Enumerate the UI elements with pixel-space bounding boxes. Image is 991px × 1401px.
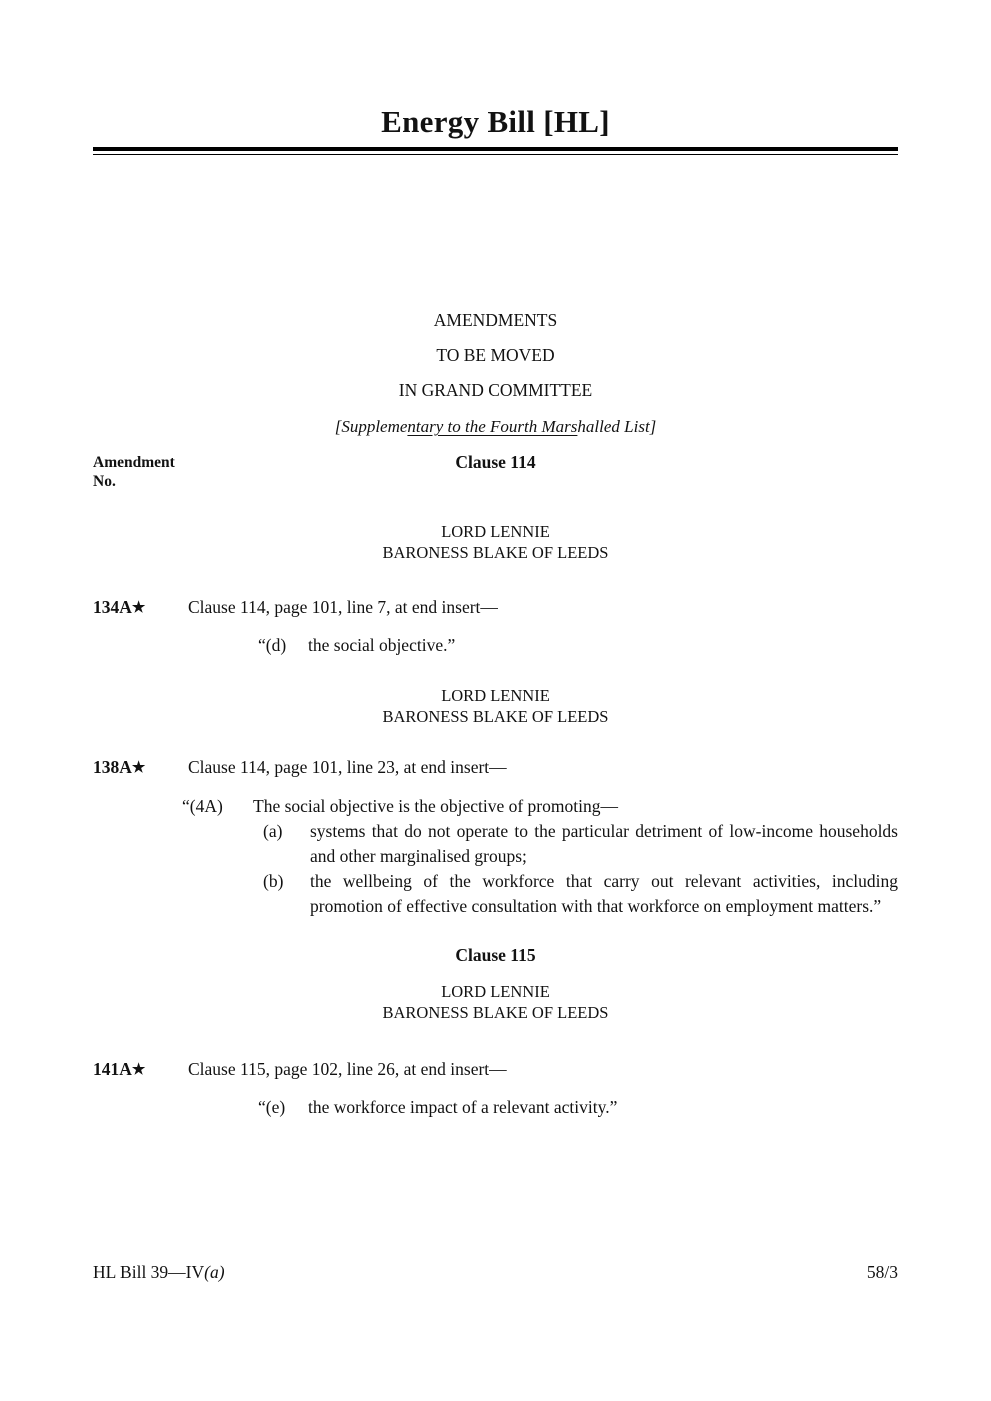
supplementary-suffix: halled List] bbox=[577, 417, 657, 436]
sponsors-clause-115 bbox=[93, 982, 898, 1023]
sponsors-clause-114-b bbox=[93, 686, 898, 727]
supplementary-prefix: [Suppleme bbox=[334, 417, 408, 436]
intro-in-grand-committee: IN GRAND COMMITTEE bbox=[398, 380, 593, 400]
inserted-paragraph-label: “(e) bbox=[258, 1097, 286, 1117]
new-amendment-star-icon: ★ bbox=[131, 760, 146, 776]
inserted-paragraph-text: the social objective.” bbox=[308, 635, 456, 655]
inserted-paragraph-label: (b) bbox=[263, 871, 284, 891]
amendment-number bbox=[93, 755, 188, 919]
clause-114-heading: Clause 114 bbox=[455, 452, 536, 472]
sponsors-clause-114-a bbox=[93, 522, 898, 563]
sponsor-name: BARONESS BLAKE OF LEEDS bbox=[382, 1002, 609, 1022]
sponsor-name: LORD LENNIE bbox=[441, 522, 550, 541]
clause-114-header-row bbox=[93, 452, 898, 492]
sponsor-name: BARONESS BLAKE OF LEEDS bbox=[382, 706, 609, 726]
intro-to-be-moved: TO BE MOVED bbox=[436, 345, 555, 365]
bill-reference-suffix: (a) bbox=[204, 1262, 225, 1282]
sponsor-name: BARONESS BLAKE OF LEEDS bbox=[382, 542, 609, 562]
title-rule bbox=[93, 147, 898, 155]
amendment-number-text: 138A bbox=[93, 757, 132, 777]
amendment-body bbox=[188, 1057, 898, 1120]
amendment-number-text: 134A bbox=[93, 597, 132, 617]
inserted-paragraph-a bbox=[188, 819, 898, 869]
inserted-paragraph-label: (a) bbox=[263, 821, 283, 841]
intro-amendments: AMENDMENTS bbox=[433, 310, 558, 330]
new-amendment-star-icon: ★ bbox=[131, 1062, 146, 1078]
sponsor-name: LORD LENNIE bbox=[441, 982, 550, 1001]
amendment-number bbox=[93, 1057, 188, 1120]
inserted-paragraph-b bbox=[188, 869, 898, 919]
supplementary-underlined-link[interactable]: ntary to the Fourth Mars bbox=[407, 417, 578, 436]
amendment-number-text: 141A bbox=[93, 1059, 132, 1079]
amendment-instruction: Clause 115, page 102, line 26, at end insert— bbox=[188, 1059, 507, 1079]
bill-reference bbox=[93, 1262, 225, 1283]
amendment-141A bbox=[93, 1057, 898, 1120]
amendment-134A bbox=[93, 595, 898, 658]
amendment-instruction: Clause 114, page 101, line 23, at end insert— bbox=[188, 757, 507, 777]
bill-reference-text: HL Bill 39—IV bbox=[93, 1262, 205, 1282]
amendment-body bbox=[182, 755, 898, 919]
inserted-subsection-label: “(4A) bbox=[182, 796, 223, 816]
amendment-instruction: Clause 114, page 101, line 7, at end insert— bbox=[188, 597, 498, 617]
amendment-number bbox=[93, 595, 188, 658]
inserted-paragraph-text: the wellbeing of the workforce that carry out relevant activities, including promotion of effective consultation with that workforce on employment matters.” bbox=[310, 871, 898, 916]
inserted-paragraph-text: the workforce impact of a relevant activity.” bbox=[308, 1097, 618, 1117]
intro-block bbox=[93, 303, 898, 437]
page-number: 58/3 bbox=[866, 1262, 898, 1282]
inserted-text-line bbox=[188, 633, 898, 658]
sponsor-name: LORD LENNIE bbox=[441, 686, 550, 705]
inserted-subsection-text: The social objective is the objective of promoting— bbox=[253, 796, 618, 816]
title-block bbox=[93, 104, 898, 155]
page-footer bbox=[93, 1262, 898, 1283]
new-amendment-star-icon: ★ bbox=[131, 600, 146, 616]
bill-title: Energy Bill [HL] bbox=[381, 104, 610, 139]
amendment-no-label-line2: No. bbox=[93, 472, 116, 490]
amendment-no-label-line1: Amendment bbox=[93, 454, 175, 471]
inserted-paragraph-label: “(d) bbox=[258, 635, 287, 655]
inserted-paragraph-text: systems that do not operate to the particular detriment of low-income households and other marginalised groups; bbox=[310, 821, 898, 866]
supplementary-note bbox=[93, 417, 898, 437]
amendment-no-label bbox=[93, 454, 175, 492]
amendment-138A bbox=[93, 755, 898, 919]
inserted-subsection-line bbox=[182, 794, 898, 819]
amendment-body bbox=[188, 595, 898, 658]
inserted-text-line bbox=[188, 1095, 898, 1120]
clause-115-heading: Clause 115 bbox=[455, 945, 536, 965]
